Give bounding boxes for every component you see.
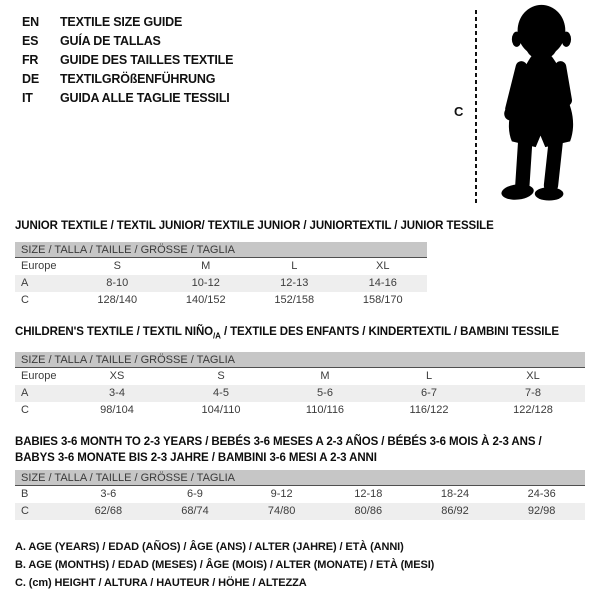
language-code: FR — [22, 53, 39, 67]
section-title-line — [15, 450, 585, 466]
table-cell: 3-6 — [100, 488, 117, 501]
size-section — [15, 218, 585, 309]
table-cell: 62/68 — [94, 505, 123, 518]
row-label: A — [21, 387, 29, 400]
row-label: Europe — [21, 370, 57, 383]
table-cell: 92/98 — [527, 505, 556, 518]
table-cell: 5-6 — [317, 387, 333, 400]
table-cell: S — [113, 260, 121, 272]
row-label: Europe — [21, 260, 57, 272]
language-code: DE — [22, 72, 39, 86]
section-title — [15, 324, 585, 344]
table-cell: XL — [526, 370, 540, 383]
language-row — [22, 13, 233, 32]
section-title — [15, 218, 585, 234]
table-cell: 74/80 — [267, 505, 296, 518]
language-code: EN — [22, 15, 39, 29]
section-title-line — [15, 218, 585, 234]
table-cell: 68/74 — [181, 505, 209, 518]
table-cell: 128/140 — [97, 294, 138, 306]
table-cell: 14-16 — [368, 277, 397, 289]
table-cell: 158/170 — [362, 294, 403, 306]
language-label: TEXTILGRÖßENFÜHRUNG — [60, 72, 216, 86]
language-label: GUÍA DE TALLAS — [60, 34, 161, 48]
size-table — [15, 242, 427, 309]
table-cell: 86/92 — [441, 505, 469, 518]
table-cell: XS — [109, 370, 125, 383]
row-label: A — [21, 277, 29, 289]
table-cell: 4-5 — [213, 387, 229, 400]
table-cell: 6-9 — [187, 488, 203, 501]
language-row — [22, 70, 233, 89]
table-cell: XL — [376, 260, 390, 272]
table-cell: 3-4 — [109, 387, 125, 400]
section-title-text: / TEXTILE DES ENFANTS / KINDERTEXTIL / BAMBINI TESSILE — [220, 326, 559, 338]
table-cell: 9-12 — [270, 488, 293, 501]
baby-silhouette-icon — [488, 2, 593, 212]
table-cell: 116/122 — [409, 404, 449, 417]
table-cell: S — [217, 370, 225, 383]
table-cell: L — [425, 370, 433, 383]
table-cell: 12-18 — [354, 488, 383, 501]
size-section — [15, 434, 585, 520]
row-label: C — [21, 505, 29, 518]
height-measure-label: C — [454, 104, 464, 119]
sections — [15, 214, 585, 520]
table-cell: 6-7 — [421, 387, 437, 400]
height-dashed-line — [475, 10, 477, 206]
language-row — [22, 32, 233, 51]
size-section — [15, 324, 585, 419]
table-cell: 104/110 — [201, 404, 241, 417]
footnote: B. AGE (MONTHS) / EDAD (MESES) / ÂGE (MOIS) / ALTER (MONATE) / ETÀ (MESI) — [15, 559, 435, 571]
language-code: IT — [22, 91, 33, 105]
figure-area — [440, 0, 600, 215]
section-title-line — [15, 434, 585, 450]
section-title-text: JUNIOR TEXTILE / TEXTIL JUNIOR/ TEXTILE JUNIOR / JUNIORTEXTIL / JUNIOR TESSILE — [15, 220, 494, 232]
table-cell: 98/104 — [100, 404, 134, 417]
footnote: C. (cm) HEIGHT / ALTURA / HAUTEUR / HÖHE / ALTEZZA — [15, 577, 307, 589]
table-cell: 122/128 — [513, 404, 553, 417]
language-row — [22, 89, 233, 108]
table-cell: 140/152 — [185, 294, 226, 306]
table-cell: M — [320, 370, 330, 383]
section-title-text: CHILDREN'S TEXTILE / TEXTIL NIÑO — [15, 326, 214, 338]
table-row — [15, 275, 427, 292]
table-cell: 8-10 — [106, 277, 129, 289]
table-cell: 12-13 — [280, 277, 309, 289]
table-header: SIZE / TALLA / TAILLE / GRÖSSE / TAGLIA — [15, 470, 585, 486]
table-cell: M — [201, 260, 211, 272]
table-cell: L — [291, 260, 298, 272]
row-label: B — [21, 488, 29, 501]
section-title — [15, 434, 585, 466]
footnotes — [15, 538, 434, 592]
table-cell: 110/116 — [305, 404, 345, 417]
table-cell: 24-36 — [527, 488, 556, 501]
table-cell: 18-24 — [440, 488, 470, 501]
language-label: GUIDE DES TAILLES TEXTILE — [60, 53, 234, 67]
size-table — [15, 352, 585, 419]
row-label: C — [21, 404, 29, 417]
section-title-text: /A — [213, 331, 221, 341]
language-row — [22, 51, 233, 70]
language-label: TEXTILE SIZE GUIDE — [60, 15, 183, 29]
size-table — [15, 470, 585, 520]
table-row — [15, 402, 585, 419]
table-row — [15, 486, 585, 503]
table-cell: 152/158 — [274, 294, 315, 306]
table-row — [15, 292, 427, 309]
language-label: GUIDA ALLE TAGLIE TESSILI — [60, 91, 230, 105]
language-list — [22, 13, 233, 108]
table-row — [15, 258, 427, 275]
table-cell: 7-8 — [525, 387, 541, 400]
table-header: SIZE / TALLA / TAILLE / GRÖSSE / TAGLIA — [15, 352, 585, 368]
language-code: ES — [22, 34, 39, 48]
table-row — [15, 368, 585, 385]
table-cell: 10-12 — [191, 277, 220, 289]
section-title-text: BABYS 3-6 MONATE BIS 2-3 JAHRE / BAMBINI 3-6 MESI A 2-3 ANNI — [15, 452, 377, 465]
table-cell: 80/86 — [354, 505, 383, 518]
table-row — [15, 385, 585, 402]
footnote: A. AGE (YEARS) / EDAD (AÑOS) / ÂGE (ANS) / ALTER (JAHRE) / ETÀ (ANNI) — [15, 541, 404, 553]
section-title-text: BABIES 3-6 MONTH TO 2-3 YEARS / BEBÉS 3-6 MESES A 2-3 AÑOS / BÉBÉS 3-6 MOIS À 2-3 ANS / — [15, 436, 542, 449]
row-label: C — [21, 294, 29, 306]
table-header: SIZE / TALLA / TAILLE / GRÖSSE / TAGLIA — [15, 242, 427, 258]
section-title-line — [15, 324, 585, 344]
table-row — [15, 503, 585, 520]
